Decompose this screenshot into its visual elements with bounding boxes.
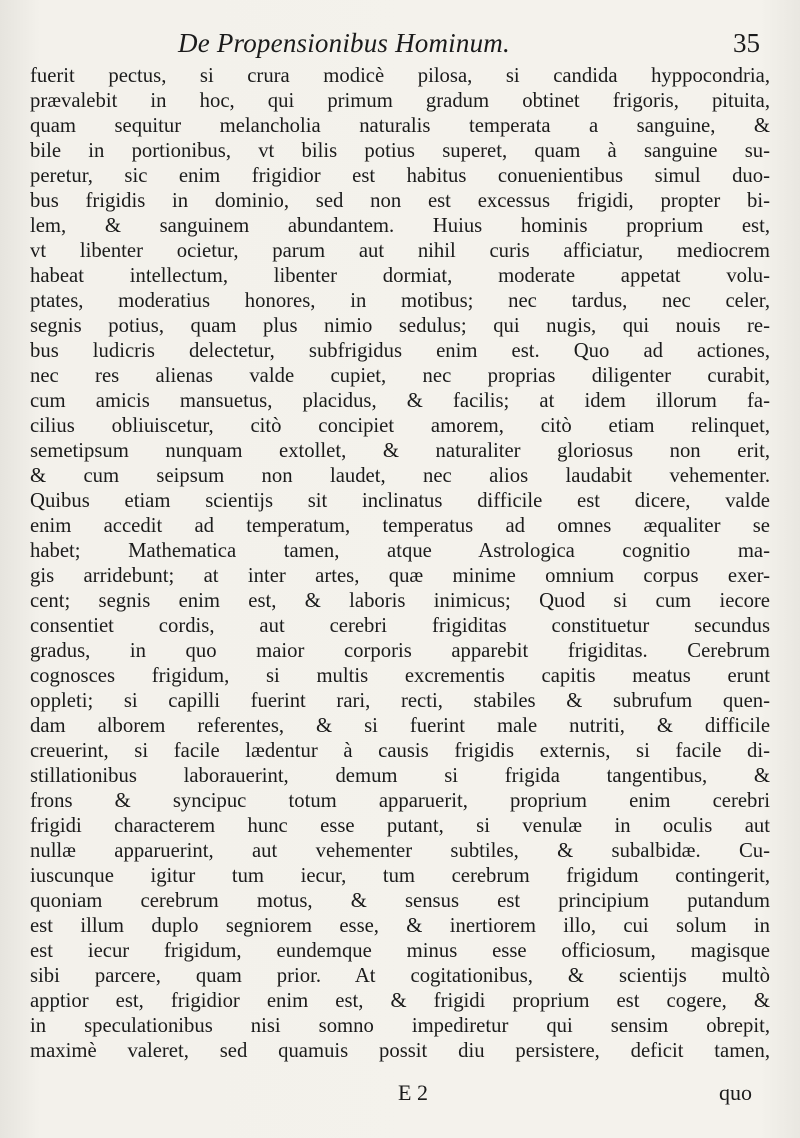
text-line: Quibus etiam scientijs sit inclinatus difficile est dicere, valde bbox=[30, 490, 770, 512]
text-line: cent; segnis enim est, & laboris inimicus; Quod si cum iecore bbox=[30, 590, 770, 612]
page-header bbox=[30, 28, 760, 64]
signature-mark: E 2 bbox=[398, 1080, 428, 1105]
text-line: cum amicis mansuetus, placidus, & facilis; at idem illorum fa- bbox=[30, 390, 770, 412]
text-line: cognosces frigidum, si multis excrementis capitis meatus erunt bbox=[30, 665, 770, 687]
catchword: quo bbox=[719, 1080, 752, 1105]
text-line: apptior est, frigidior enim est, & frigidi proprium est cogere, & bbox=[30, 990, 770, 1012]
running-title: De Propensionibus Hominum. bbox=[178, 28, 510, 58]
text-line: quam sequitur melancholia naturalis temperata a sanguine, & bbox=[30, 115, 770, 137]
text-line: habet; Mathematica tamen, atque Astrologica cognitio ma- bbox=[30, 540, 770, 562]
body-text bbox=[30, 64, 770, 1064]
text-line: est iecur frigidum, eundemque minus esse officiosum, magisque bbox=[30, 940, 770, 962]
page-number: 35 bbox=[733, 28, 760, 58]
text-line: fuerit pectus, si crura modicè pilosa, si candida hyppocondria, bbox=[30, 65, 770, 87]
page-footer bbox=[30, 1080, 760, 1110]
text-line: stillationibus laborauerint, demum si frigida tangentibus, & bbox=[30, 765, 770, 787]
text-line: segnis potius, quam plus nimio sedulus; qui nugis, qui nouis re- bbox=[30, 315, 770, 337]
text-line: oppleti; si capilli fuerint rari, recti, stabiles & subrufum quen- bbox=[30, 690, 770, 712]
text-line: nec res alienas valde cupiet, nec proprias diligenter curabit, bbox=[30, 365, 770, 387]
text-line: frons & syncipuc totum apparuerit, proprium enim cerebri bbox=[30, 790, 770, 812]
text-line: cilius obliuiscetur, citò concipiet amorem, citò etiam relinquet, bbox=[30, 415, 770, 437]
text-line: prævalebit in hoc, qui primum gradum obtinet frigoris, pituita, bbox=[30, 90, 770, 112]
text-line: bus frigidis in dominio, sed non est excessus frigidi, propter bi- bbox=[30, 190, 770, 212]
text-line: consentiet cordis, aut cerebri frigiditas constituetur secundus bbox=[30, 615, 770, 637]
text-line: semetipsum nunquam extollet, & naturaliter gloriosus non erit, bbox=[30, 440, 770, 462]
text-line: peretur, sic enim frigidior est habitus conuenientibus simul duo- bbox=[30, 165, 770, 187]
text-line: bile in portionibus, vt bilis potius superet, quam à sanguine su- bbox=[30, 140, 770, 162]
text-line: vt libenter ocietur, parum aut nihil curis afficiatur, mediocrem bbox=[30, 240, 770, 262]
text-line: est illum duplo segniorem esse, & inertiorem illo, cui solum in bbox=[30, 915, 770, 937]
text-line: sibi parcere, quam prior. At cogitationibus, & scientijs multò bbox=[30, 965, 770, 987]
text-line: dam alborem referentes, & si fuerint male nutriti, & difficile bbox=[30, 715, 770, 737]
text-line: iuscunque igitur tum iecur, tum cerebrum frigidum contingerit, bbox=[30, 865, 770, 887]
text-line: in speculationibus nisi somno impediretur qui sensim obrepit, bbox=[30, 1015, 770, 1037]
text-line: frigidi characterem hunc esse putant, si venulæ in oculis aut bbox=[30, 815, 770, 837]
text-line: & cum seipsum non laudet, nec alios laudabit vehementer. bbox=[30, 465, 770, 487]
text-line: quoniam cerebrum motus, & sensus est principium putandum bbox=[30, 890, 770, 912]
text-line: lem, & sanguinem abundantem. Huius hominis proprium est, bbox=[30, 215, 770, 237]
text-line: gradus, in quo maior corporis apparebit frigiditas. Cerebrum bbox=[30, 640, 770, 662]
text-line: nullæ apparuerint, aut vehementer subtiles, & subalbidæ. Cu- bbox=[30, 840, 770, 862]
text-line: enim accedit ad temperatum, temperatus ad omnes æqualiter se bbox=[30, 515, 770, 537]
text-line: habeat intellectum, libenter dormiat, moderate appetat volu- bbox=[30, 265, 770, 287]
text-line: maximè valeret, sed quamuis possit diu persistere, deficit tamen, bbox=[30, 1040, 770, 1062]
text-line: ptates, moderatius honores, in motibus; nec tardus, nec celer, bbox=[30, 290, 770, 312]
text-line: gis arridebunt; at inter artes, quæ minime omnium corpus exer- bbox=[30, 565, 770, 587]
text-line: bus ludicris delectetur, subfrigidus enim est. Quo ad actiones, bbox=[30, 340, 770, 362]
text-line: creuerint, si facile lædentur à causis frigidis externis, si facile di- bbox=[30, 740, 770, 762]
